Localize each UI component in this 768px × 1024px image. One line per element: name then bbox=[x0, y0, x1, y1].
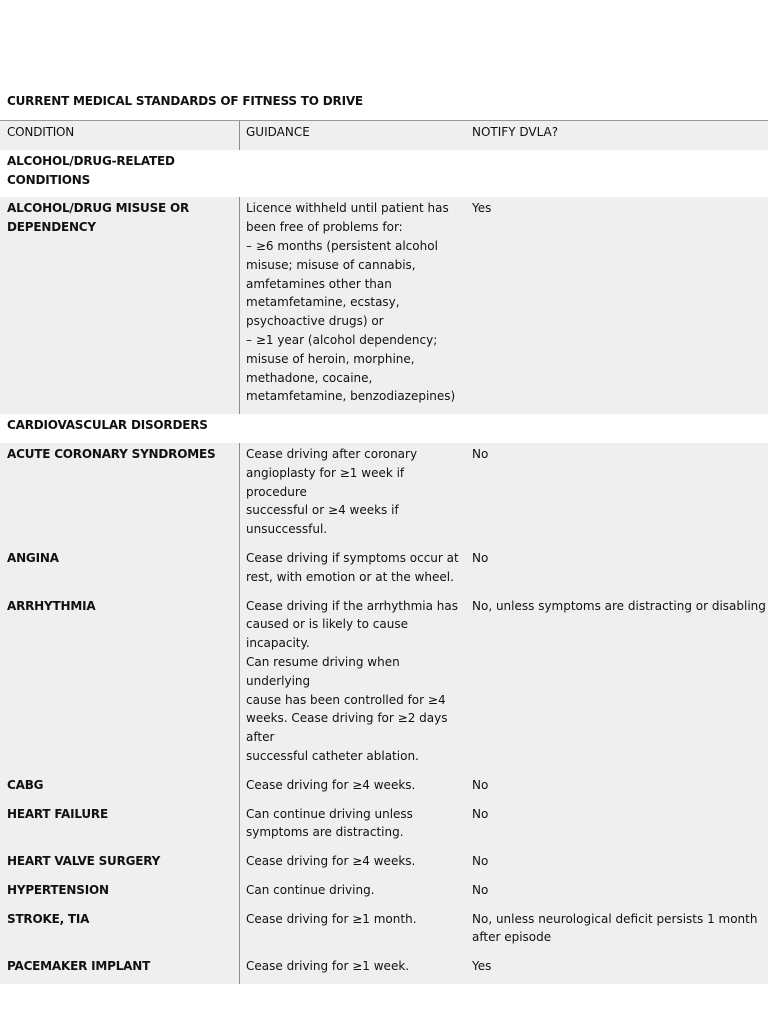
condition-cell-line: PACEMAKER IMPLANT bbox=[7, 959, 151, 974]
table-row bbox=[0, 879, 768, 908]
guidance-cell-line: Cease driving after coronary bbox=[246, 446, 418, 461]
guidance-cell-line: misuse of heroin, morphine, bbox=[246, 351, 415, 366]
guidance-cell-line: methadone, cocaine, bbox=[246, 370, 373, 385]
table-row bbox=[0, 908, 768, 956]
guidance-cell bbox=[239, 443, 466, 547]
guidance-cell-line: Can continue driving. bbox=[246, 882, 375, 897]
table-row bbox=[0, 955, 768, 984]
condition-cell bbox=[0, 955, 239, 984]
guidance-cell-line: Cease driving for ≥1 week. bbox=[246, 959, 410, 974]
condition-cell bbox=[0, 547, 239, 595]
guidance-cell-line: Cease driving for ≥1 month. bbox=[246, 911, 417, 926]
notify-dvla-cell-line: No bbox=[472, 882, 489, 897]
guidance-cell-line: Cease driving if symptoms occur at bbox=[246, 550, 459, 565]
condition-cell bbox=[0, 879, 239, 908]
guidance-cell-line: misuse; misuse of cannabis, bbox=[246, 257, 416, 272]
section-title-line: CARDIOVASCULAR DISORDERS bbox=[7, 418, 208, 433]
guidance-cell-line: psychoactive drugs) or bbox=[246, 314, 384, 329]
table-row bbox=[0, 774, 768, 803]
table-row bbox=[0, 803, 768, 851]
guidance-cell-line: cause has been controlled for ≥4 bbox=[246, 692, 446, 707]
table-body bbox=[0, 150, 768, 984]
condition-cell-line: HEART FAILURE bbox=[7, 806, 108, 821]
guidance-cell-line: unsuccessful. bbox=[246, 522, 328, 537]
notify-dvla-cell bbox=[466, 197, 768, 414]
section-title-line: ALCOHOL/DRUG-RELATED CONDITIONS bbox=[7, 153, 175, 187]
guidance-cell bbox=[239, 774, 466, 803]
notify-dvla-cell bbox=[466, 955, 768, 984]
condition-cell-line: ALCOHOL/DRUG MISUSE OR bbox=[7, 201, 190, 216]
guidance-cell-line: amfetamines other than bbox=[246, 276, 392, 291]
condition-cell bbox=[0, 197, 239, 414]
column-header-guidance: GUIDANCE bbox=[239, 121, 466, 150]
guidance-cell bbox=[239, 850, 466, 879]
table-row bbox=[0, 850, 768, 879]
notify-dvla-cell bbox=[466, 595, 768, 774]
guidance-cell-line: symptoms are distracting. bbox=[246, 825, 404, 840]
table-row bbox=[0, 595, 768, 774]
notify-dvla-cell-line: Yes bbox=[472, 201, 492, 216]
condition-cell-line: ANGINA bbox=[7, 550, 59, 565]
condition-cell bbox=[0, 850, 239, 879]
section-title bbox=[0, 150, 239, 198]
guidance-cell-line: angioplasty for ≥1 week if procedure bbox=[246, 465, 405, 499]
guidance-cell-line: successful or ≥4 weeks if bbox=[246, 503, 399, 518]
section-header-row bbox=[0, 414, 768, 443]
condition-cell-line: HEART VALVE SURGERY bbox=[7, 854, 161, 869]
column-header-condition: CONDITION bbox=[7, 125, 75, 139]
notify-dvla-cell bbox=[466, 443, 768, 547]
guidance-cell bbox=[239, 547, 466, 595]
guidance-cell bbox=[239, 595, 466, 774]
condition-cell-line: ARRHYTHMIA bbox=[7, 598, 96, 613]
guidance-cell-line: Cease driving for ≥4 weeks. bbox=[246, 854, 416, 869]
notify-dvla-cell-line: No bbox=[472, 446, 489, 461]
notify-dvla-cell-line: No bbox=[472, 550, 489, 565]
condition-cell bbox=[0, 774, 239, 803]
guidance-cell-line: metamfetamine, ecstasy, bbox=[246, 295, 400, 310]
condition-cell bbox=[0, 908, 239, 956]
guidance-cell-line: weeks. Cease driving for ≥2 days after bbox=[246, 711, 448, 745]
guidance-cell bbox=[239, 955, 466, 984]
document-title: CURRENT MEDICAL STANDARDS OF FITNESS TO DRIVE bbox=[7, 94, 363, 108]
table-header-row bbox=[0, 121, 768, 150]
guidance-cell-line: Licence withheld until patient has bbox=[246, 201, 449, 216]
guidance-cell-line: been free of problems for: bbox=[246, 220, 403, 235]
guidance-cell-line: Can resume driving when underlying bbox=[246, 654, 400, 688]
guidance-cell-line: Can continue driving unless bbox=[246, 806, 413, 821]
guidance-cell-line: Cease driving if the arrhythmia has bbox=[246, 598, 459, 613]
table-row bbox=[0, 547, 768, 595]
notify-dvla-cell bbox=[466, 908, 768, 956]
notify-dvla-cell-line: No bbox=[472, 854, 489, 869]
condition-cell-line: HYPERTENSION bbox=[7, 882, 109, 897]
section-header-row bbox=[0, 150, 768, 198]
guidance-cell bbox=[239, 908, 466, 956]
guidance-cell-line: metamfetamine, benzodiazepines) bbox=[246, 389, 456, 404]
notify-dvla-cell bbox=[466, 547, 768, 595]
guidance-cell-line: – ≥6 months (persistent alcohol bbox=[246, 238, 438, 253]
notify-dvla-cell-line: Yes bbox=[472, 959, 492, 974]
condition-cell bbox=[0, 595, 239, 774]
guidance-cell-line: – ≥1 year (alcohol dependency; bbox=[246, 332, 438, 347]
notify-dvla-cell bbox=[466, 850, 768, 879]
notify-dvla-cell-line: No, unless neurological deficit persists 1 month bbox=[472, 911, 758, 926]
condition-cell-line: ACUTE CORONARY SYNDROMES bbox=[7, 446, 216, 461]
notify-dvla-cell-line: No bbox=[472, 777, 489, 792]
notify-dvla-cell bbox=[466, 803, 768, 851]
table-row bbox=[0, 443, 768, 547]
guidance-cell bbox=[239, 197, 466, 414]
condition-cell bbox=[0, 443, 239, 547]
fitness-to-drive-table bbox=[0, 120, 768, 984]
guidance-cell-line: successful catheter ablation. bbox=[246, 748, 419, 763]
condition-cell-line: CABG bbox=[7, 777, 44, 792]
guidance-cell bbox=[239, 803, 466, 851]
notify-dvla-cell-line: No bbox=[472, 806, 489, 821]
guidance-cell-line: rest, with emotion or at the wheel. bbox=[246, 569, 454, 584]
column-header-notify-dvla: NOTIFY DVLA? bbox=[472, 125, 559, 139]
condition-cell-line: DEPENDENCY bbox=[7, 220, 96, 235]
section-title bbox=[0, 414, 239, 443]
condition-cell bbox=[0, 803, 239, 851]
notify-dvla-cell-line: No, unless symptoms are distracting or disabling bbox=[472, 598, 766, 613]
guidance-cell-line: Cease driving for ≥4 weeks. bbox=[246, 777, 416, 792]
guidance-cell-line: caused or is likely to cause incapacity. bbox=[246, 617, 408, 651]
guidance-cell bbox=[239, 879, 466, 908]
table-row bbox=[0, 197, 768, 414]
notify-dvla-cell bbox=[466, 774, 768, 803]
notify-dvla-cell bbox=[466, 879, 768, 908]
notify-dvla-cell-line: after episode bbox=[472, 930, 552, 945]
condition-cell-line: STROKE, TIA bbox=[7, 911, 90, 926]
